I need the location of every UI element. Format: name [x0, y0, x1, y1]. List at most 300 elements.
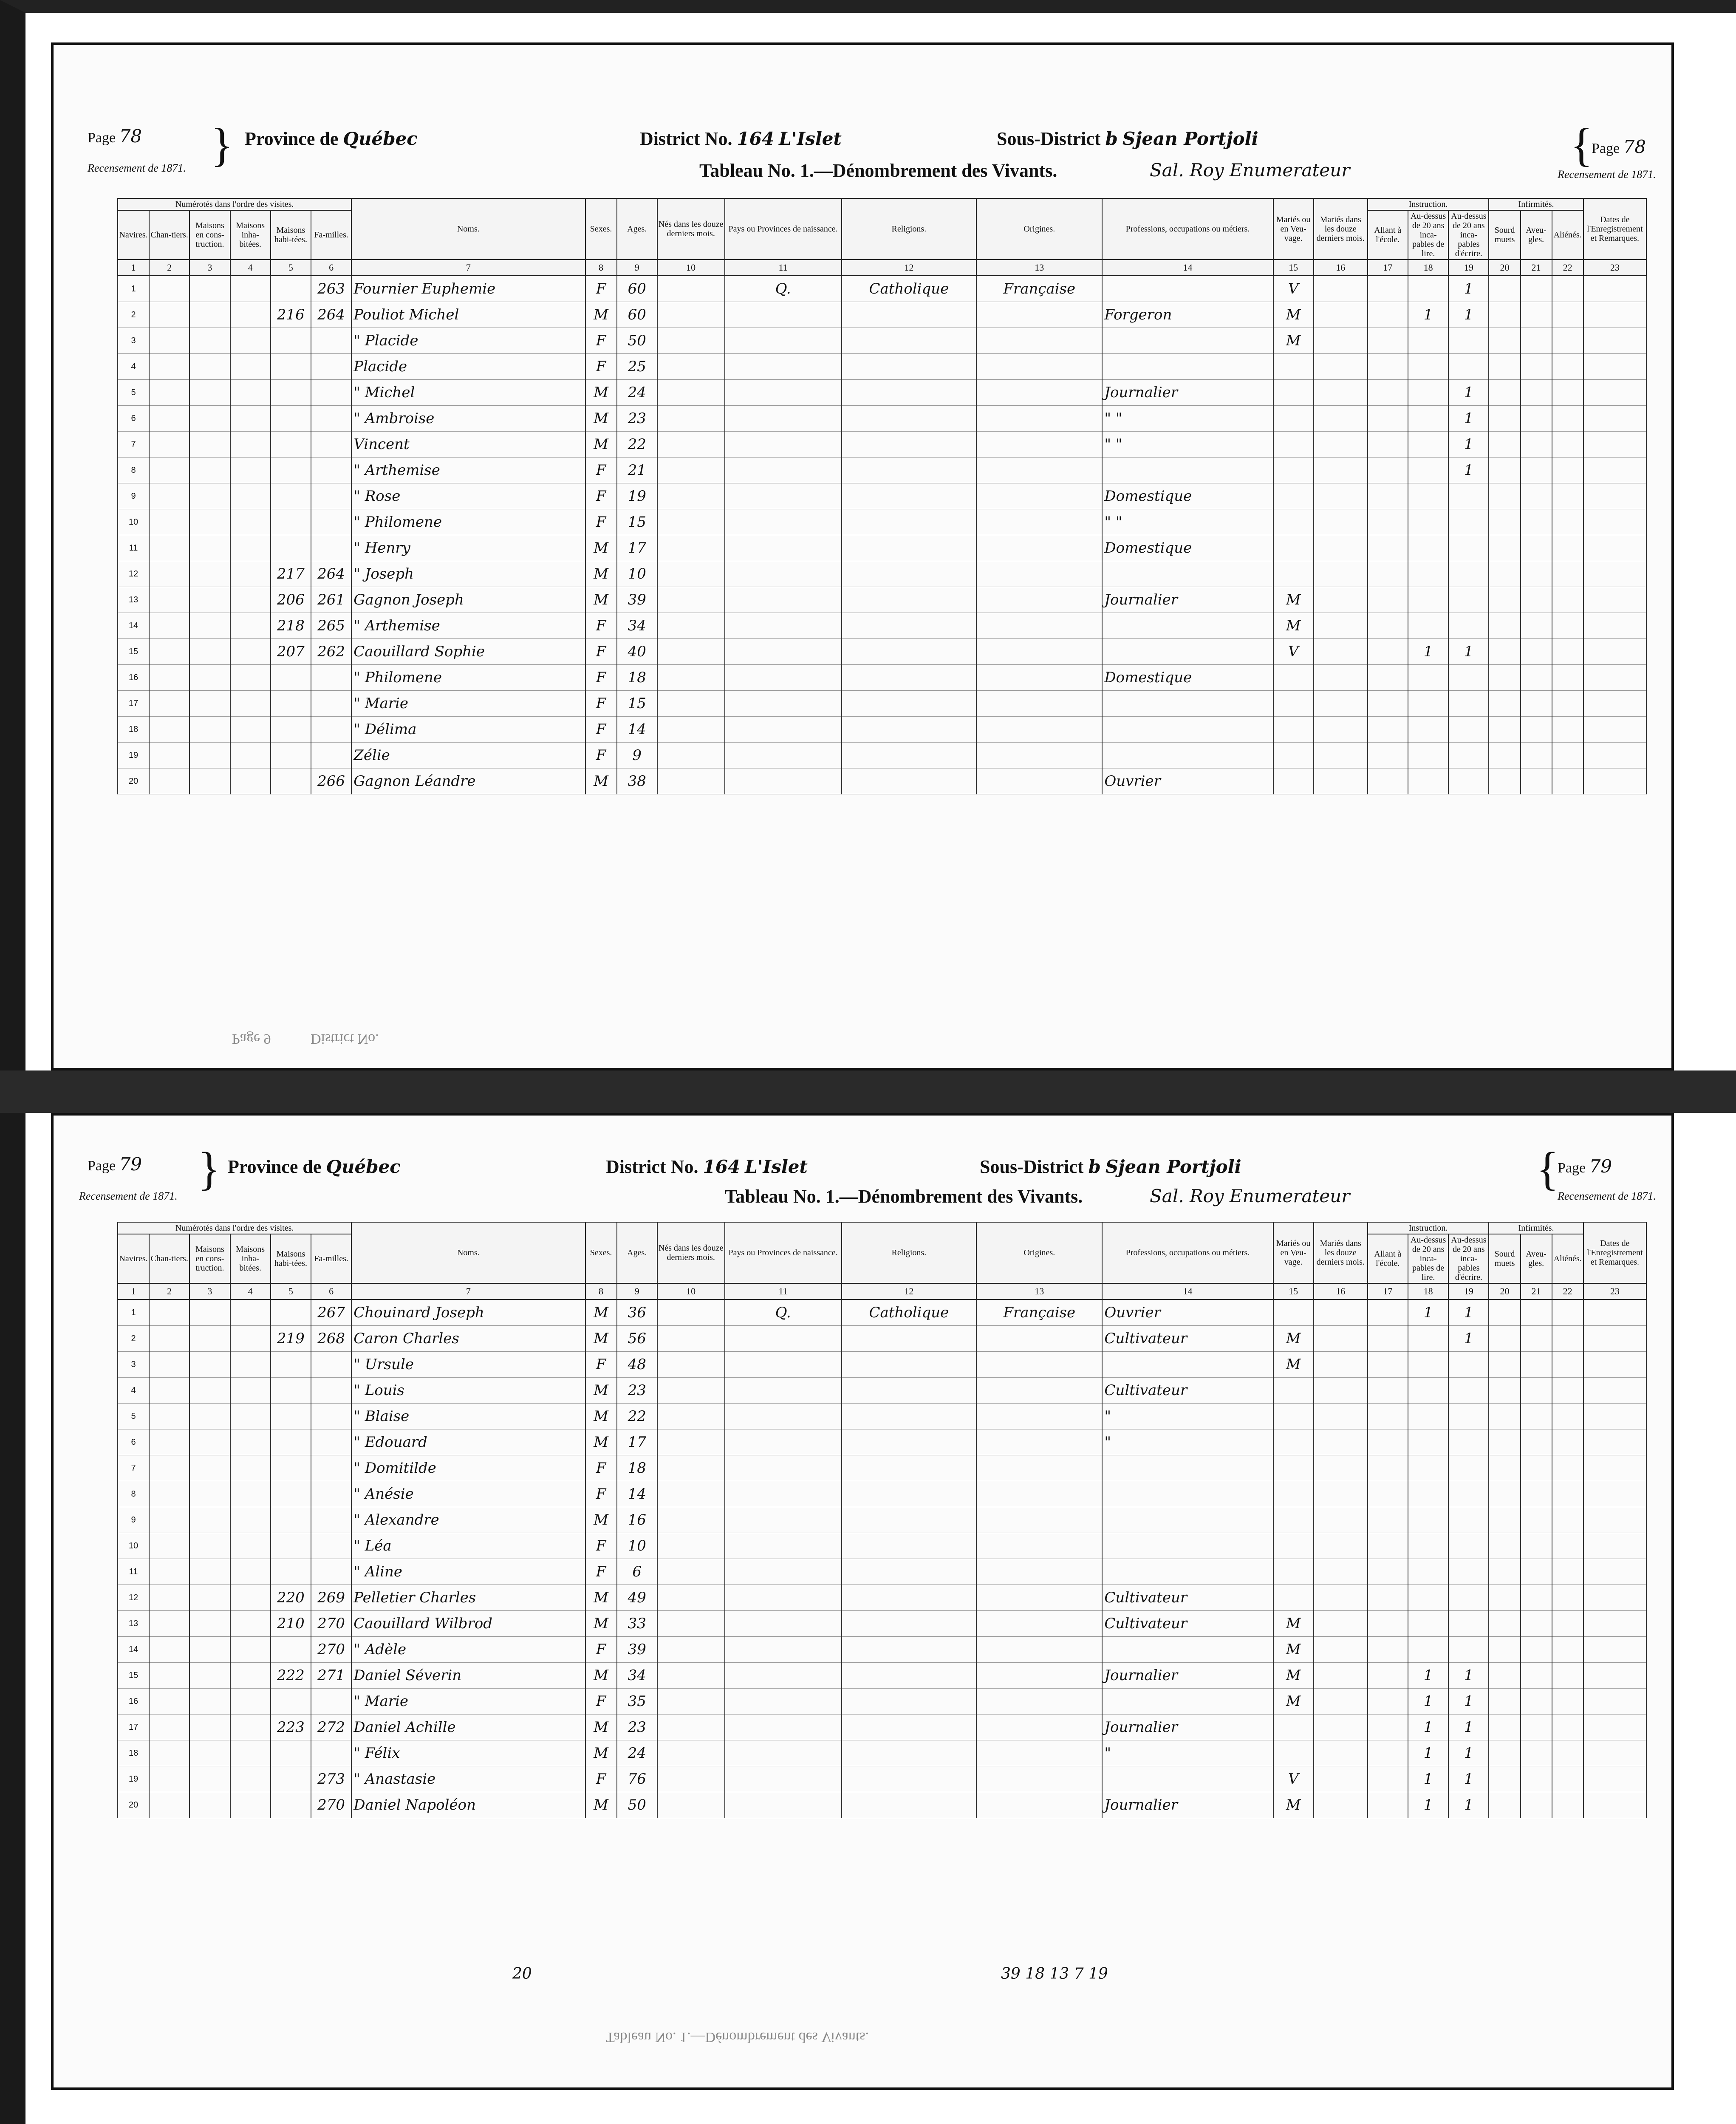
religion-cell — [842, 1481, 976, 1507]
column-number: 8 — [585, 260, 617, 276]
remarks-cell — [1583, 1533, 1646, 1559]
header-pays: Pays ou Provinces de naissance. — [725, 1222, 842, 1283]
profession-cell: " " — [1102, 509, 1273, 535]
age-cell: 76 — [617, 1766, 657, 1792]
insane-cell — [1552, 1663, 1583, 1689]
birthplace-cell — [725, 1404, 842, 1429]
header-instruction: Instruction. — [1368, 198, 1489, 210]
born-cell — [657, 743, 725, 768]
deaf-cell — [1489, 1714, 1520, 1740]
school-cell — [1368, 458, 1408, 483]
born-cell — [657, 1299, 725, 1326]
table-row — [118, 483, 1646, 509]
construction-cell — [189, 432, 230, 458]
construction-cell — [189, 639, 230, 665]
row-number-cell: 1 — [118, 1299, 149, 1326]
sex-cell: F — [585, 639, 617, 665]
bleed-through-text: Tableau No. 1.—Dénombrement des Vivants. — [606, 2029, 869, 2045]
construction-cell — [189, 743, 230, 768]
marital-cell — [1273, 1299, 1314, 1326]
famille-cell: 272 — [311, 1714, 351, 1740]
married-year-cell — [1314, 483, 1368, 509]
deaf-cell — [1489, 1404, 1520, 1429]
maison-cell: 207 — [271, 639, 311, 665]
origin-cell — [976, 1585, 1102, 1611]
school-cell — [1368, 406, 1408, 432]
remarks-cell — [1583, 354, 1646, 380]
brace-right: { — [1570, 119, 1593, 171]
header-remarques: Dates de l'Enregistrement et Remarques. — [1583, 1222, 1646, 1283]
school-cell — [1368, 535, 1408, 561]
religion-cell — [842, 406, 976, 432]
header-nes: Nés dans les douze derniers mois. — [657, 1222, 725, 1283]
age-cell: 35 — [617, 1689, 657, 1714]
remarks-cell — [1583, 1714, 1646, 1740]
insane-cell — [1552, 1507, 1583, 1533]
construction-cell — [189, 587, 230, 613]
cannot-read-cell — [1408, 1404, 1448, 1429]
birthplace-cell — [725, 639, 842, 665]
row-number-cell: 12 — [118, 561, 149, 587]
sex-cell: M — [585, 1585, 617, 1611]
profession-cell: " " — [1102, 432, 1273, 458]
deaf-cell — [1489, 380, 1520, 406]
marital-cell — [1273, 1585, 1314, 1611]
deaf-cell — [1489, 328, 1520, 354]
maison-cell — [271, 768, 311, 794]
origin-cell — [976, 1766, 1102, 1792]
inhabitees-cell — [230, 717, 271, 743]
table-row — [118, 717, 1646, 743]
school-cell — [1368, 1689, 1408, 1714]
maison-cell — [271, 1507, 311, 1533]
cannot-read-cell — [1408, 691, 1448, 717]
marital-cell — [1273, 691, 1314, 717]
header-instruction: Instruction. — [1368, 1222, 1489, 1234]
table-row — [118, 1429, 1646, 1455]
chantiers-cell — [149, 1740, 189, 1766]
birthplace-cell — [725, 691, 842, 717]
maison-cell — [271, 743, 311, 768]
blind-cell — [1521, 1689, 1552, 1714]
deaf-cell — [1489, 665, 1520, 691]
marital-cell — [1273, 535, 1314, 561]
origin-cell — [976, 1429, 1102, 1455]
header-ages: Ages. — [617, 1222, 657, 1283]
religion-cell — [842, 1611, 976, 1637]
maison-cell — [271, 1455, 311, 1481]
maison-cell: 218 — [271, 613, 311, 639]
deaf-cell — [1489, 1533, 1520, 1559]
birthplace-cell — [725, 483, 842, 509]
cannot-read-cell: 1 — [1408, 302, 1448, 328]
cannot-read-cell — [1408, 1326, 1448, 1352]
remarks-cell — [1583, 768, 1646, 794]
construction-cell — [189, 613, 230, 639]
insane-cell — [1552, 302, 1583, 328]
marital-cell — [1273, 1429, 1314, 1455]
blind-cell — [1521, 1326, 1552, 1352]
table-row — [118, 1689, 1646, 1714]
inhabitees-cell — [230, 1352, 271, 1378]
construction-cell — [189, 665, 230, 691]
row-number-cell: 14 — [118, 613, 149, 639]
blind-cell — [1521, 1481, 1552, 1507]
name-cell: Caouillard Wilbrod — [351, 1611, 585, 1637]
census-table — [117, 1222, 1647, 1818]
page-label-left: Page 79 — [88, 1154, 142, 1175]
profession-cell: " — [1102, 1740, 1273, 1766]
insane-cell — [1552, 1689, 1583, 1714]
cannot-read-cell — [1408, 509, 1448, 535]
inhabitees-cell — [230, 1404, 271, 1429]
header-maries-veuvage: Mariés ou en Veu-vage. — [1273, 1222, 1314, 1283]
profession-cell — [1102, 691, 1273, 717]
header-sexes: Sexes. — [585, 1222, 617, 1283]
cannot-read-cell — [1408, 1533, 1448, 1559]
sex-cell: M — [585, 380, 617, 406]
married-year-cell — [1314, 302, 1368, 328]
deaf-cell — [1489, 1689, 1520, 1714]
blind-cell — [1521, 483, 1552, 509]
famille-cell: 263 — [311, 276, 351, 302]
school-cell — [1368, 1455, 1408, 1481]
header-origines: Origines. — [976, 1222, 1102, 1283]
row-number-cell: 15 — [118, 639, 149, 665]
sex-cell: F — [585, 665, 617, 691]
column-number: 5 — [271, 260, 311, 276]
blind-cell — [1521, 665, 1552, 691]
birthplace-cell — [725, 717, 842, 743]
profession-cell: Domestique — [1102, 483, 1273, 509]
profession-cell: " " — [1102, 406, 1273, 432]
remarks-cell — [1583, 1481, 1646, 1507]
cannot-write-cell — [1448, 1507, 1489, 1533]
marital-cell — [1273, 354, 1314, 380]
table-row — [118, 561, 1646, 587]
age-cell: 23 — [617, 1714, 657, 1740]
construction-cell — [189, 1585, 230, 1611]
age-cell: 6 — [617, 1559, 657, 1585]
age-cell: 40 — [617, 639, 657, 665]
name-cell: Zélie — [351, 743, 585, 768]
name-cell: " Alexandre — [351, 1507, 585, 1533]
construction-cell — [189, 483, 230, 509]
marital-cell — [1273, 768, 1314, 794]
construction-cell — [189, 276, 230, 302]
origin-cell — [976, 717, 1102, 743]
cannot-read-cell — [1408, 768, 1448, 794]
construction-cell — [189, 380, 230, 406]
famille-cell: 268 — [311, 1326, 351, 1352]
cannot-write-cell — [1448, 561, 1489, 587]
maison-cell: 217 — [271, 561, 311, 587]
cannot-write-cell — [1448, 1455, 1489, 1481]
inhabitees-cell — [230, 1663, 271, 1689]
header-ecrire: Au-dessus de 20 ans inca-pables d'écrire. — [1448, 210, 1489, 260]
origin-cell — [976, 1326, 1102, 1352]
famille-cell — [311, 1689, 351, 1714]
table-row — [118, 613, 1646, 639]
column-number: 23 — [1583, 1283, 1646, 1299]
school-cell — [1368, 276, 1408, 302]
row-number-cell: 2 — [118, 1326, 149, 1352]
born-cell — [657, 717, 725, 743]
chantiers-cell — [149, 302, 189, 328]
inhabitees-cell — [230, 1740, 271, 1766]
row-number-cell: 20 — [118, 768, 149, 794]
profession-cell — [1102, 276, 1273, 302]
remarks-cell — [1583, 639, 1646, 665]
profession-cell — [1102, 613, 1273, 639]
born-cell — [657, 639, 725, 665]
age-cell: 16 — [617, 1507, 657, 1533]
born-cell — [657, 561, 725, 587]
sex-cell: M — [585, 432, 617, 458]
school-cell — [1368, 380, 1408, 406]
marital-cell: V — [1273, 276, 1314, 302]
chantiers-cell — [149, 639, 189, 665]
age-cell: 14 — [617, 1481, 657, 1507]
row-number-cell: 18 — [118, 717, 149, 743]
profession-cell — [1102, 1637, 1273, 1663]
sex-cell: F — [585, 1689, 617, 1714]
inhabitees-cell — [230, 639, 271, 665]
school-cell — [1368, 328, 1408, 354]
blind-cell — [1521, 535, 1552, 561]
chantiers-cell — [149, 743, 189, 768]
cannot-read-cell: 1 — [1408, 1740, 1448, 1766]
remarks-cell — [1583, 1611, 1646, 1637]
header-professions: Professions, occupations ou métiers. — [1102, 198, 1273, 260]
cannot-read-cell: 1 — [1408, 1299, 1448, 1326]
census-table — [117, 198, 1647, 794]
remarks-cell — [1583, 1429, 1646, 1455]
origin-cell — [976, 1533, 1102, 1559]
school-cell — [1368, 1559, 1408, 1585]
chantiers-cell — [149, 1404, 189, 1429]
origin-cell — [976, 483, 1102, 509]
maison-cell — [271, 1352, 311, 1378]
age-cell: 22 — [617, 432, 657, 458]
district-heading: District No. 164 L'Islet — [606, 1156, 808, 1177]
blind-cell — [1521, 613, 1552, 639]
inhabitees-cell — [230, 1378, 271, 1404]
born-cell — [657, 1689, 725, 1714]
origin-cell: Française — [976, 276, 1102, 302]
insane-cell — [1552, 1585, 1583, 1611]
header-remarques: Dates de l'Enregistrement et Remarques. — [1583, 198, 1646, 260]
remarks-cell — [1583, 1663, 1646, 1689]
column-number: 19 — [1448, 260, 1489, 276]
cannot-read-cell — [1408, 1378, 1448, 1404]
deaf-cell — [1489, 1326, 1520, 1352]
table-row — [118, 665, 1646, 691]
school-cell — [1368, 1404, 1408, 1429]
name-cell: Chouinard Joseph — [351, 1299, 585, 1326]
cannot-read-cell — [1408, 1585, 1448, 1611]
blind-cell — [1521, 1429, 1552, 1455]
birthplace-cell — [725, 665, 842, 691]
cannot-read-cell: 1 — [1408, 1689, 1448, 1714]
married-year-cell — [1314, 1455, 1368, 1481]
header-sourds: Sourd muets — [1489, 1234, 1520, 1283]
name-cell: " Marie — [351, 1689, 585, 1714]
cannot-read-cell — [1408, 276, 1448, 302]
cannot-read-cell — [1408, 406, 1448, 432]
age-cell: 21 — [617, 458, 657, 483]
age-cell: 25 — [617, 354, 657, 380]
born-cell — [657, 613, 725, 639]
name-cell: " Aline — [351, 1559, 585, 1585]
marital-cell — [1273, 432, 1314, 458]
birthplace-cell — [725, 1481, 842, 1507]
header-sexes: Sexes. — [585, 198, 617, 260]
marital-cell: M — [1273, 1352, 1314, 1378]
age-cell: 34 — [617, 613, 657, 639]
famille-cell — [311, 743, 351, 768]
header-navires: Navires. — [118, 210, 149, 260]
sex-cell: M — [585, 535, 617, 561]
profession-cell: Journalier — [1102, 1792, 1273, 1818]
deaf-cell — [1489, 743, 1520, 768]
cannot-write-cell — [1448, 1559, 1489, 1585]
census-page-79 — [51, 1113, 1674, 2090]
table-row — [118, 406, 1646, 432]
table-row — [118, 1637, 1646, 1663]
sex-cell: M — [585, 1429, 617, 1455]
marital-cell: M — [1273, 613, 1314, 639]
cannot-write-cell — [1448, 354, 1489, 380]
maison-cell — [271, 665, 311, 691]
header-ages: Ages. — [617, 198, 657, 260]
age-cell: 14 — [617, 717, 657, 743]
blind-cell — [1521, 717, 1552, 743]
table-row — [118, 1299, 1646, 1326]
marital-cell — [1273, 1559, 1314, 1585]
birthplace-cell — [725, 458, 842, 483]
sex-cell: F — [585, 483, 617, 509]
marital-cell — [1273, 1507, 1314, 1533]
cannot-read-cell — [1408, 1429, 1448, 1455]
inhabitees-cell — [230, 1455, 271, 1481]
table-row — [118, 1481, 1646, 1507]
tally-count-left: 20 — [512, 1965, 532, 1983]
remarks-cell — [1583, 302, 1646, 328]
table-row — [118, 768, 1646, 794]
cannot-write-cell — [1448, 587, 1489, 613]
remarks-cell — [1583, 328, 1646, 354]
school-cell — [1368, 1637, 1408, 1663]
school-cell — [1368, 1611, 1408, 1637]
sex-cell: M — [585, 1663, 617, 1689]
religion-cell — [842, 483, 976, 509]
marital-cell — [1273, 1404, 1314, 1429]
origin-cell — [976, 1559, 1102, 1585]
cannot-write-cell: 1 — [1448, 380, 1489, 406]
inhabitees-cell — [230, 587, 271, 613]
column-number: 13 — [976, 260, 1102, 276]
sex-cell: M — [585, 1378, 617, 1404]
chantiers-cell — [149, 380, 189, 406]
inhabitees-cell — [230, 1559, 271, 1585]
profession-cell — [1102, 1533, 1273, 1559]
deaf-cell — [1489, 1637, 1520, 1663]
born-cell — [657, 587, 725, 613]
blind-cell — [1521, 587, 1552, 613]
born-cell — [657, 1792, 725, 1818]
birthplace-cell — [725, 1766, 842, 1792]
column-number: 2 — [149, 1283, 189, 1299]
table-row — [118, 1507, 1646, 1533]
enumerator-signature: Sal. Roy Enumerateur — [1150, 1186, 1350, 1206]
header-allant: Allant à l'école. — [1368, 1234, 1408, 1283]
insane-cell — [1552, 483, 1583, 509]
school-cell — [1368, 1352, 1408, 1378]
cannot-read-cell — [1408, 1352, 1448, 1378]
origin-cell — [976, 743, 1102, 768]
deaf-cell — [1489, 1299, 1520, 1326]
row-number-cell: 3 — [118, 1352, 149, 1378]
construction-cell — [189, 1429, 230, 1455]
maison-cell: 216 — [271, 302, 311, 328]
sex-cell: F — [585, 1481, 617, 1507]
cannot-read-cell — [1408, 354, 1448, 380]
insane-cell — [1552, 1611, 1583, 1637]
cannot-read-cell — [1408, 328, 1448, 354]
construction-cell — [189, 1481, 230, 1507]
age-cell: 39 — [617, 1637, 657, 1663]
remarks-cell — [1583, 1352, 1646, 1378]
birthplace-cell — [725, 1714, 842, 1740]
origin-cell — [976, 587, 1102, 613]
table-row — [118, 1766, 1646, 1792]
birthplace-cell — [725, 328, 842, 354]
inhabitees-cell — [230, 354, 271, 380]
inhabitees-cell — [230, 302, 271, 328]
construction-cell — [189, 1766, 230, 1792]
deaf-cell — [1489, 432, 1520, 458]
blind-cell — [1521, 1611, 1552, 1637]
name-cell: " Marie — [351, 691, 585, 717]
born-cell — [657, 691, 725, 717]
chantiers-cell — [149, 328, 189, 354]
birthplace-cell — [725, 432, 842, 458]
column-number: 11 — [725, 1283, 842, 1299]
table-row — [118, 587, 1646, 613]
marital-cell — [1273, 509, 1314, 535]
deaf-cell — [1489, 1481, 1520, 1507]
born-cell — [657, 509, 725, 535]
blind-cell — [1521, 1378, 1552, 1404]
column-number: 16 — [1314, 1283, 1368, 1299]
header-sourds: Sourd muets — [1489, 210, 1520, 260]
cannot-read-cell — [1408, 613, 1448, 639]
recensement-label-right: Recensement de 1871. — [1558, 1190, 1656, 1202]
column-number: 13 — [976, 1283, 1102, 1299]
row-number-cell: 11 — [118, 535, 149, 561]
age-cell: 56 — [617, 1326, 657, 1352]
column-number: 11 — [725, 260, 842, 276]
famille-cell — [311, 1507, 351, 1533]
birthplace-cell — [725, 1429, 842, 1455]
deaf-cell — [1489, 1352, 1520, 1378]
table-row — [118, 743, 1646, 768]
maison-cell — [271, 483, 311, 509]
inhabitees-cell — [230, 768, 271, 794]
blind-cell — [1521, 1766, 1552, 1792]
maison-cell — [271, 1378, 311, 1404]
